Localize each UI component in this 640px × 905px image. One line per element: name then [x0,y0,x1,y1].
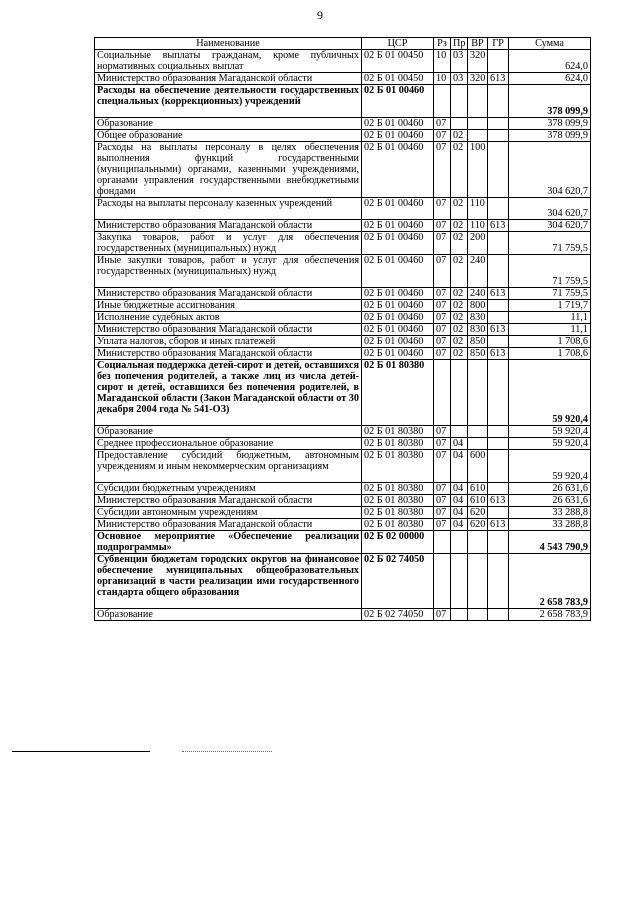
row-gr: 613 [488,220,509,232]
row-pr: 02 [451,324,468,336]
row-vr: 850 [468,336,488,348]
row-vr [468,554,488,609]
row-vr [468,531,488,554]
row-csr: 02 Б 01 00460 [362,118,434,130]
row-rz: 07 [434,288,451,300]
row-sum: 26 631,6 [509,495,591,507]
table-row [95,142,591,198]
table-header-row [95,38,591,50]
row-vr: 110 [468,198,488,220]
row-gr [488,312,509,324]
row-gr: 613 [488,73,509,85]
row-csr: 02 Б 01 80380 [362,360,434,426]
row-pr: 02 [451,336,468,348]
row-gr: 613 [488,495,509,507]
row-rz [434,554,451,609]
row-csr: 02 Б 01 80380 [362,450,434,483]
row-pr: 02 [451,348,468,360]
row-gr: 613 [488,348,509,360]
row-csr: 02 Б 01 00450 [362,50,434,73]
row-gr [488,450,509,483]
row-name: Исполнение судебных актов [95,312,362,324]
row-name: Субсидии автономным учреждениям [95,507,362,519]
row-gr: 613 [488,519,509,531]
row-gr: 613 [488,324,509,336]
table-row [95,483,591,495]
row-rz: 07 [434,336,451,348]
row-csr: 02 Б 01 80380 [362,438,434,450]
row-pr: 04 [451,483,468,495]
row-rz: 07 [434,483,451,495]
row-name: Министерство образования Магаданской области [95,324,362,336]
row-pr: 02 [451,130,468,142]
row-vr [468,85,488,118]
row-sum: 26 631,6 [509,483,591,495]
table-row [95,220,591,232]
row-csr: 02 Б 01 00460 [362,324,434,336]
row-csr: 02 Б 01 00460 [362,142,434,198]
row-name: Министерство образования Магаданской области [95,495,362,507]
row-csr: 02 Б 01 00460 [362,85,434,118]
row-rz: 07 [434,426,451,438]
budget-table [94,37,591,621]
row-gr [488,507,509,519]
row-pr: 03 [451,73,468,85]
table-row [95,495,591,507]
row-pr: 02 [451,220,468,232]
row-name: Расходы на выплаты персоналу казенных учреждений [95,198,362,220]
row-sum: 624,0 [509,73,591,85]
table-row [95,50,591,73]
row-sum: 4 543 790,9 [509,531,591,554]
table-row [95,336,591,348]
row-pr [451,554,468,609]
row-pr: 02 [451,142,468,198]
row-csr: 02 Б 01 00460 [362,300,434,312]
row-csr: 02 Б 01 80380 [362,507,434,519]
row-gr [488,142,509,198]
row-pr: 02 [451,312,468,324]
table-row [95,531,591,554]
row-rz: 07 [434,519,451,531]
row-gr [488,118,509,130]
row-gr [488,50,509,73]
table-row [95,438,591,450]
row-csr: 02 Б 01 00460 [362,232,434,255]
row-csr: 02 Б 01 80380 [362,483,434,495]
row-gr [488,130,509,142]
table-row [95,348,591,360]
row-vr: 800 [468,300,488,312]
row-sum: 1 719,7 [509,300,591,312]
row-rz: 07 [434,130,451,142]
table-row [95,324,591,336]
row-sum: 33 288,8 [509,519,591,531]
row-sum: 71 759,5 [509,288,591,300]
row-csr: 02 Б 01 00460 [362,130,434,142]
row-sum: 1 708,6 [509,336,591,348]
row-name: Министерство образования Магаданской области [95,348,362,360]
row-sum: 2 658 783,9 [509,554,591,609]
row-vr [468,609,488,621]
row-csr: 02 Б 01 00460 [362,255,434,288]
table-row [95,198,591,220]
row-sum: 2 658 783,9 [509,609,591,621]
row-name: Министерство образования Магаданской области [95,73,362,85]
row-rz: 07 [434,495,451,507]
row-rz: 07 [434,450,451,483]
row-vr: 320 [468,73,488,85]
row-vr: 620 [468,507,488,519]
row-vr: 620 [468,519,488,531]
row-rz: 07 [434,348,451,360]
table-row [95,450,591,483]
row-vr: 850 [468,348,488,360]
row-name: Иные бюджетные ассигнования [95,300,362,312]
table-row [95,507,591,519]
row-pr: 04 [451,507,468,519]
row-sum: 624,0 [509,50,591,73]
row-pr: 02 [451,232,468,255]
row-name: Министерство образования Магаданской области [95,519,362,531]
page-number: 9 [317,8,323,22]
row-rz: 07 [434,312,451,324]
row-sum: 33 288,8 [509,507,591,519]
row-name: Субсидии бюджетным учреждениям [95,483,362,495]
table-row [95,73,591,85]
row-vr: 320 [468,50,488,73]
row-rz: 07 [434,609,451,621]
row-csr: 02 Б 01 80380 [362,519,434,531]
row-sum: 59 920,4 [509,438,591,450]
row-name: Образование [95,118,362,130]
header-gr: ГР [488,38,509,50]
row-csr: 02 Б 02 00000 [362,531,434,554]
row-csr: 02 Б 01 00460 [362,312,434,324]
row-sum: 378 099,9 [509,130,591,142]
row-pr: 02 [451,198,468,220]
row-sum: 59 920,4 [509,360,591,426]
row-csr: 02 Б 01 00460 [362,336,434,348]
budget-table-body [95,50,591,621]
row-vr [468,438,488,450]
table-row [95,118,591,130]
row-rz: 07 [434,232,451,255]
row-rz: 07 [434,324,451,336]
row-csr: 02 Б 01 00460 [362,220,434,232]
row-name: Расходы на обеспечение деятельности государственных специальных (коррекционных) учреждений [95,85,362,118]
row-pr [451,118,468,130]
row-csr: 02 Б 01 00460 [362,348,434,360]
row-gr [488,255,509,288]
row-sum: 1 708,6 [509,348,591,360]
row-rz [434,531,451,554]
row-csr: 02 Б 01 00460 [362,288,434,300]
row-pr: 04 [451,495,468,507]
row-sum: 304 620,7 [509,198,591,220]
table-row [95,288,591,300]
row-rz: 10 [434,73,451,85]
row-name: Закупка товаров, работ и услуг для обеспечения государственных (муниципальных) нужд [95,232,362,255]
table-row [95,130,591,142]
row-vr: 100 [468,142,488,198]
row-sum: 304 620,7 [509,220,591,232]
row-name: Общее образование [95,130,362,142]
row-sum: 378 099,9 [509,118,591,130]
row-vr: 610 [468,483,488,495]
row-pr [451,85,468,118]
row-gr [488,232,509,255]
row-sum: 11,1 [509,324,591,336]
row-csr: 02 Б 01 00460 [362,198,434,220]
row-name: Образование [95,426,362,438]
row-vr [468,130,488,142]
row-csr: 02 Б 01 80380 [362,495,434,507]
footer-rule [12,751,150,752]
table-row [95,609,591,621]
row-name: Министерство образования Магаданской области [95,220,362,232]
row-vr: 610 [468,495,488,507]
row-sum: 59 920,4 [509,426,591,438]
row-rz: 07 [434,142,451,198]
row-vr: 240 [468,288,488,300]
row-name: Основное мероприятие «Обеспечение реализации подпрограммы» [95,531,362,554]
row-pr [451,360,468,426]
row-pr: 04 [451,450,468,483]
table-row [95,519,591,531]
row-name: Иные закупки товаров, работ и услуг для обеспечения государственных (муниципальных) нужд [95,255,362,288]
row-pr: 04 [451,519,468,531]
footer-rule-dotted [182,751,272,752]
row-pr: 02 [451,288,468,300]
row-vr [468,426,488,438]
table-row [95,360,591,426]
row-name: Социальные выплаты гражданам, кроме публичных нормативных социальных выплат [95,50,362,73]
row-rz [434,360,451,426]
row-sum: 59 920,4 [509,450,591,483]
row-gr [488,360,509,426]
row-sum: 304 620,7 [509,142,591,198]
row-gr [488,438,509,450]
header-rz: Рз [434,38,451,50]
row-name: Расходы на выплаты персоналу в целях обеспечения выполнения функций государственными (муниципальными) органами, казенными учреждениями, органами управления государственными внебюджетными фондами [95,142,362,198]
row-gr [488,483,509,495]
row-vr: 830 [468,324,488,336]
row-sum: 71 759,5 [509,255,591,288]
row-vr: 600 [468,450,488,483]
row-gr [488,531,509,554]
row-vr: 830 [468,312,488,324]
row-name: Уплата налогов, сборов и иных платежей [95,336,362,348]
row-name: Субвенции бюджетам городских округов на финансовое обеспечение муниципальных общеобразовательных организаций в части реализации ими государственного стандарта общего образования [95,554,362,609]
row-sum: 71 759,5 [509,232,591,255]
row-gr [488,554,509,609]
header-csr: ЦСР [362,38,434,50]
row-pr: 02 [451,255,468,288]
table-row [95,232,591,255]
row-rz: 07 [434,507,451,519]
row-rz: 10 [434,50,451,73]
row-rz: 07 [434,438,451,450]
row-name: Образование [95,609,362,621]
table-row [95,255,591,288]
row-pr: 04 [451,438,468,450]
table-row [95,312,591,324]
row-sum: 11,1 [509,312,591,324]
row-rz: 07 [434,118,451,130]
table-row [95,300,591,312]
row-rz [434,85,451,118]
header-vr: ВР [468,38,488,50]
row-gr [488,300,509,312]
row-sum: 378 099,9 [509,85,591,118]
row-pr: 02 [451,300,468,312]
table-row [95,426,591,438]
row-rz: 07 [434,300,451,312]
row-gr [488,609,509,621]
row-csr: 02 Б 01 00450 [362,73,434,85]
row-vr: 200 [468,232,488,255]
row-vr: 240 [468,255,488,288]
row-rz: 07 [434,198,451,220]
row-vr: 110 [468,220,488,232]
row-name: Социальная поддержка детей-сирот и детей, оставшихся без попечения родителей, а также лиц из числа детей-сирот и детей, оставшихся без попечения родителей, в Магаданской области (Закон Магаданской области от 30 декабря 2004 года № 541-ОЗ) [95,360,362,426]
table-row [95,85,591,118]
row-pr [451,531,468,554]
row-name: Предоставление субсидий бюджетным, автономным учреждениям и иным некоммерческим организациям [95,450,362,483]
row-csr: 02 Б 01 80380 [362,426,434,438]
row-csr: 02 Б 02 74050 [362,554,434,609]
row-rz: 07 [434,255,451,288]
row-csr: 02 Б 02 74050 [362,609,434,621]
row-pr [451,426,468,438]
row-gr [488,85,509,118]
row-name: Министерство образования Магаданской области [95,288,362,300]
row-name: Среднее профессиональное образование [95,438,362,450]
table-row [95,554,591,609]
row-pr [451,609,468,621]
row-gr: 613 [488,288,509,300]
header-sum: Сумма [509,38,591,50]
row-vr [468,360,488,426]
row-vr [468,118,488,130]
row-pr: 03 [451,50,468,73]
row-gr [488,336,509,348]
row-gr [488,426,509,438]
header-pr: Пр [451,38,468,50]
header-name: Наименование [95,38,362,50]
row-gr [488,198,509,220]
row-rz: 07 [434,220,451,232]
